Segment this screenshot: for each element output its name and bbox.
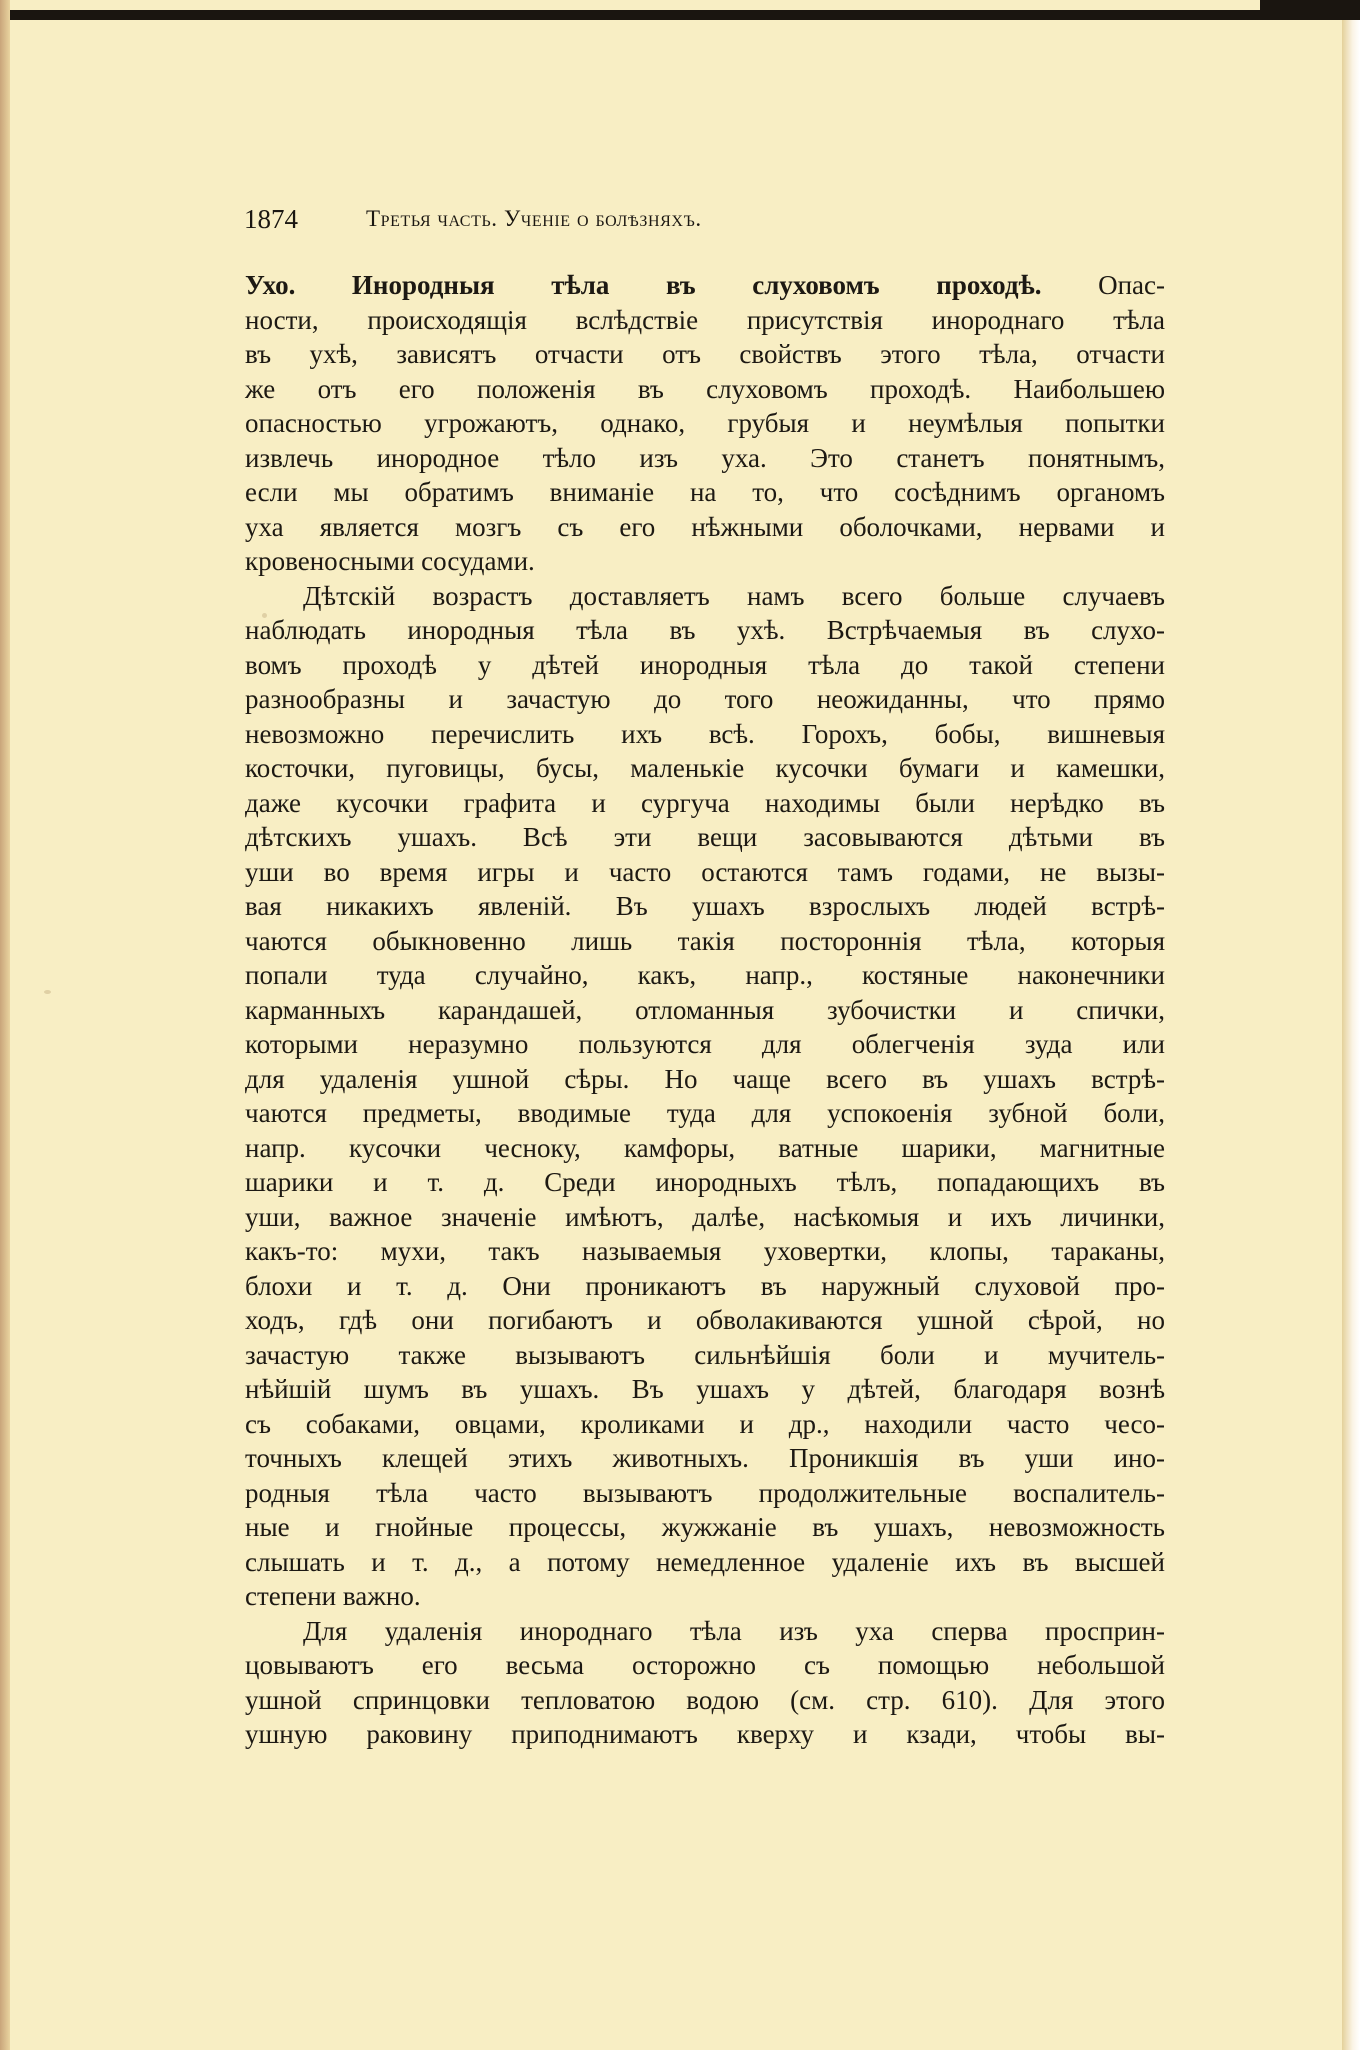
text-line: степени важно. [245,1581,421,1611]
top-corner-shadow [1260,0,1360,20]
text-line: напр. кусочки чесноку, камфоры, ватные шарики, магнитные [245,1132,1165,1163]
text-line: уха является мозгъ съ его нѣжными оболочками, нервами и [245,511,1165,542]
text-line: опасностью угрожаютъ, однако, грубыя и неумѣлыя попытки [245,408,1165,438]
text-line: какъ-то: мухи, такъ называемыя уховертки, клопы, тараканы, [245,1236,1165,1266]
text-line: ушной спринцовки тепловатою водою (см. стр. 610). Для этого [245,1684,1165,1715]
text-line: наблюдать инородныя тѣла въ ухѣ. Встрѣчаемыя въ слухо- [245,615,1165,645]
top-border-rule [10,10,1340,20]
text-line: разнообразны и зачастую до того неожиданны, что прямо [245,684,1165,714]
text-line: ушную раковину приподнимаютъ кверху и кзади, чтобы вы- [245,1719,1165,1749]
text-line: слышать и т. д., а потому немедленное удаленіе ихъ въ высшей [245,1546,1165,1577]
text-line: невозможно перечислить ихъ всѣ. Горохъ, бобы, вишневыя [245,718,1165,749]
page-right-edge [1342,0,1360,2050]
text-line: Для удаленія инороднаго тѣла изъ уха сперва просприн- [303,1615,1165,1646]
text-line: нѣйшій шумъ въ ушахъ. Въ ушахъ у дѣтей, благодаря вознѣ [245,1374,1165,1404]
text-line: вая никакихъ явленій. Въ ушахъ взрослыхъ людей встрѣ- [245,891,1165,921]
running-head: Третья часть. Ученіе о болѣзняхъ. [366,206,702,231]
text-line: ные и гнойные процессы, жужжаніе въ ушахъ, невозможность [245,1512,1165,1542]
text-line: даже кусочки графита и сургуча находимы были нерѣдко въ [245,787,1165,818]
text-line: зачастую также вызываютъ сильнѣйшія боли и мучитель- [245,1339,1165,1370]
text-line: ходъ, гдѣ они погибаютъ и обволакиваются ушной сѣрой, но [245,1305,1165,1335]
text-line: попали туда случайно, какъ, напр., костяные наконечники [245,960,1165,990]
text-line: въ ухѣ, зависятъ отчасти отъ свойствъ этого тѣла, отчасти [245,339,1165,369]
text-line: дѣтскихъ ушахъ. Всѣ эти вещи засовываются дѣтьми въ [245,822,1165,852]
text-line: уши, важное значеніе имѣютъ, далѣе, насѣкомыя и ихъ личинки, [245,1201,1165,1232]
page-number: 1874 [244,204,298,234]
paper-spot [44,990,51,994]
text-line: цовываютъ его весьма осторожно съ помощью небольшой [245,1650,1165,1680]
text-fragment: Опас- [1041,270,1165,300]
page-header [244,204,1164,244]
text-line [245,268,1165,303]
text-line: блохи и т. д. Они проникаютъ въ наружный слуховой про- [245,1270,1165,1301]
text-line: карманныхъ карандашей, отломанныя зубочистки и спички, [245,994,1165,1025]
text-line: которыми неразумно пользуются для облегченія зуда или [245,1029,1165,1059]
text-line: родныя тѣла часто вызываютъ продолжительные воспалитель- [245,1477,1165,1508]
text-line: уши во время игры и часто остаются тамъ годами, не вызы- [245,856,1165,887]
page-left-edge [0,0,10,2050]
article-body [245,268,1165,1752]
text-line: вомъ проходѣ у дѣтей инородныя тѣла до такой степени [245,649,1165,680]
text-line: для удаленія ушной сѣры. Но чаще всего въ ушахъ встрѣ- [245,1063,1165,1094]
text-line: чаются предметы, вводимые туда для успокоенія зубной боли, [245,1098,1165,1128]
text-line: точныхъ клещей этихъ животныхъ. Проникшія въ уши ино- [245,1443,1165,1473]
text-line: ности, происходящія вслѣдствіе присутствія инороднаго тѣла [245,304,1165,335]
text-line: Дѣтскій возрастъ доставляетъ намъ всего больше случаевъ [303,580,1165,611]
text-line: если мы обратимъ вниманіе на то, что сосѣднимъ органомъ [245,477,1165,507]
text-line: косточки, пуговицы, бусы, маленькіе кусочки бумаги и камешки, [245,753,1165,783]
text-line: шарики и т. д. Среди инородныхъ тѣлъ, попадающихъ въ [245,1167,1165,1197]
section-heading: Ухо. Инородныя тѣла въ слуховомъ проходѣ. [245,270,1042,300]
text-line: чаются обыкновенно лишь такія постороннія тѣла, которыя [245,925,1165,956]
text-line: же отъ его положенія въ слуховомъ проходѣ. Наибольшею [245,373,1165,404]
text-line: съ собаками, овцами, кроликами и др., находили часто чесо- [245,1408,1165,1439]
text-line: извлечь инородное тѣло изъ уха. Это станетъ понятнымъ, [245,442,1165,473]
text-line: кровеносными сосудами. [245,546,535,576]
